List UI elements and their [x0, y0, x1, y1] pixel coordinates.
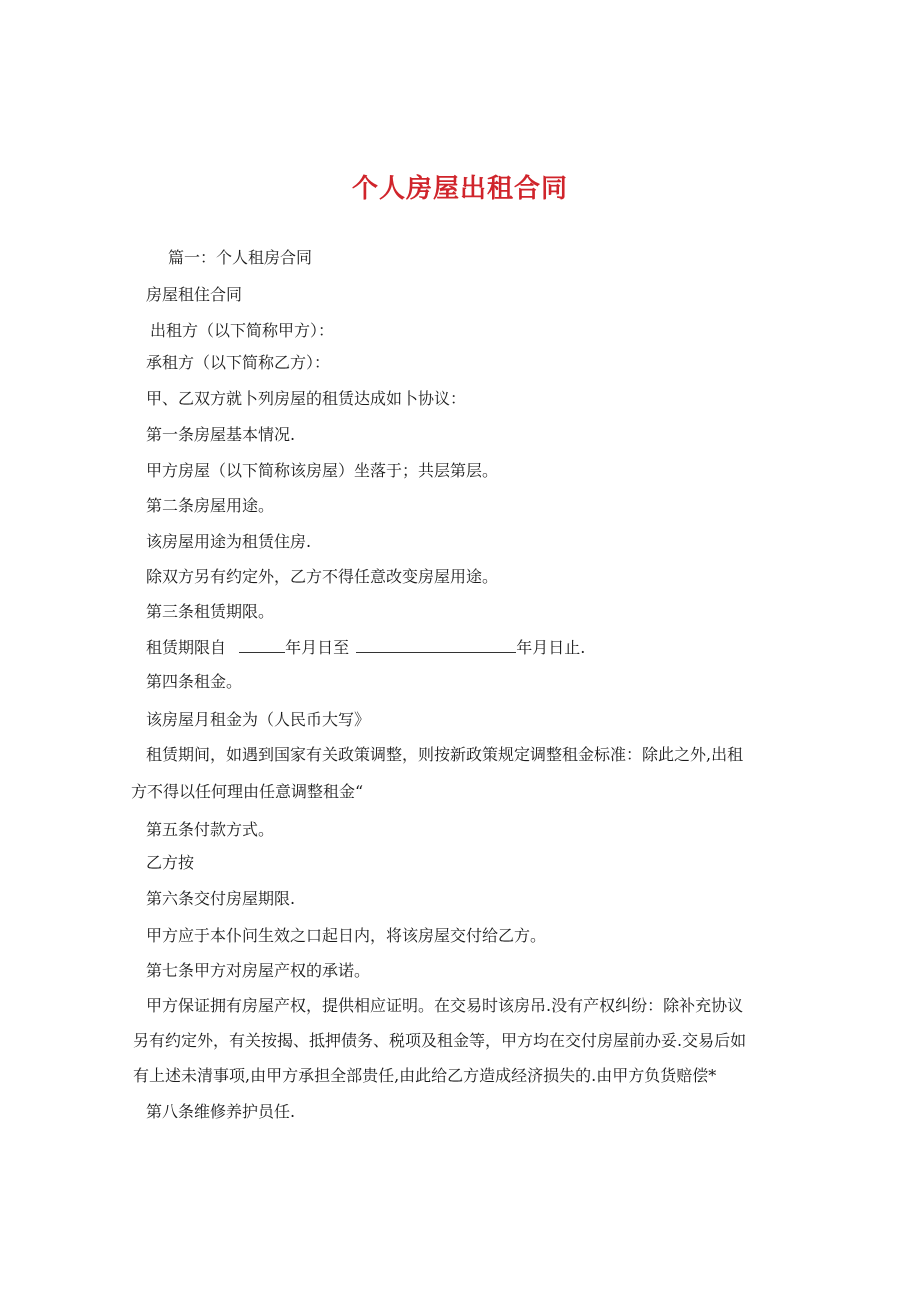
article-6-text: 甲方应于本仆问生效之口起日内，将该房屋交付给乙方。	[146, 926, 547, 945]
article-7-heading: 第七条甲方对房屋产权的承诺。	[146, 961, 371, 980]
lease-term-line	[146, 636, 585, 659]
document-title: 个人房屋出租合同	[351, 174, 568, 204]
article-2-text-1: 该房屋用途为租赁住房.	[146, 532, 312, 551]
article-2-text-2: 除双方另有约定外，乙方不得任意改变房屋用途。	[146, 567, 499, 586]
section-heading: 篇一：个人租房合同	[168, 248, 313, 267]
lease-term-prefix: 租赁期限自	[146, 638, 227, 657]
end-date-blank	[356, 636, 516, 653]
article-4-text-3: 方不得以任何理由任意调整租金“	[131, 782, 364, 801]
article-3-heading: 第三条租赁期限。	[146, 602, 275, 621]
article-5-heading: 第五条付款方式。	[146, 820, 275, 839]
contract-name: 房屋租住合同	[146, 285, 243, 304]
article-8-heading: 第八条维修养护员任.	[146, 1102, 296, 1121]
agreement-intro: 甲、乙双方就卜列房屋的租赁达成如卜协议：	[146, 389, 467, 408]
lessor-line: 出租方（以下简称甲方）：	[150, 321, 335, 340]
article-4-text-2: 租赁期间，如遇到国家有关政策调整，则按新政策规定调整租金标准：除此之外,出租	[146, 745, 744, 764]
lessee-line: 承租方（以下简称乙方）：	[146, 353, 331, 372]
article-7-text-1: 甲方保证拥有房屋产权，提供相应证明。在交易时该房吊.没有产权纠纷：除补充协议	[146, 996, 744, 1015]
article-6-heading: 第六条交付房屋期限.	[146, 889, 296, 908]
article-1-heading: 第一条房屋基本情况.	[146, 425, 296, 444]
article-4-text-1: 该房屋月租金为（人民币大写》	[146, 710, 371, 729]
article-5-text: 乙方按	[146, 853, 195, 872]
article-2-heading: 第二条房屋用途。	[146, 496, 275, 515]
lease-term-suffix: 年月日止.	[516, 638, 586, 657]
lease-term-middle: 年月日至	[285, 638, 350, 657]
article-1-text: 甲方房屋（以下简称该房屋）坐落于；共层第层。	[146, 461, 499, 480]
article-7-text-3: 有上述未清事项,由甲方承担全部贵任,由此给乙方造成经济损失的.由甲方负货赔偿*	[133, 1066, 717, 1085]
article-4-heading: 第四条租金。	[146, 672, 243, 691]
start-date-blank	[239, 636, 285, 653]
article-7-text-2: 另有约定外，有关按揭、抵押债务、税项及租金等，甲方均在交付房屋前办妥.交易后如	[133, 1031, 747, 1050]
